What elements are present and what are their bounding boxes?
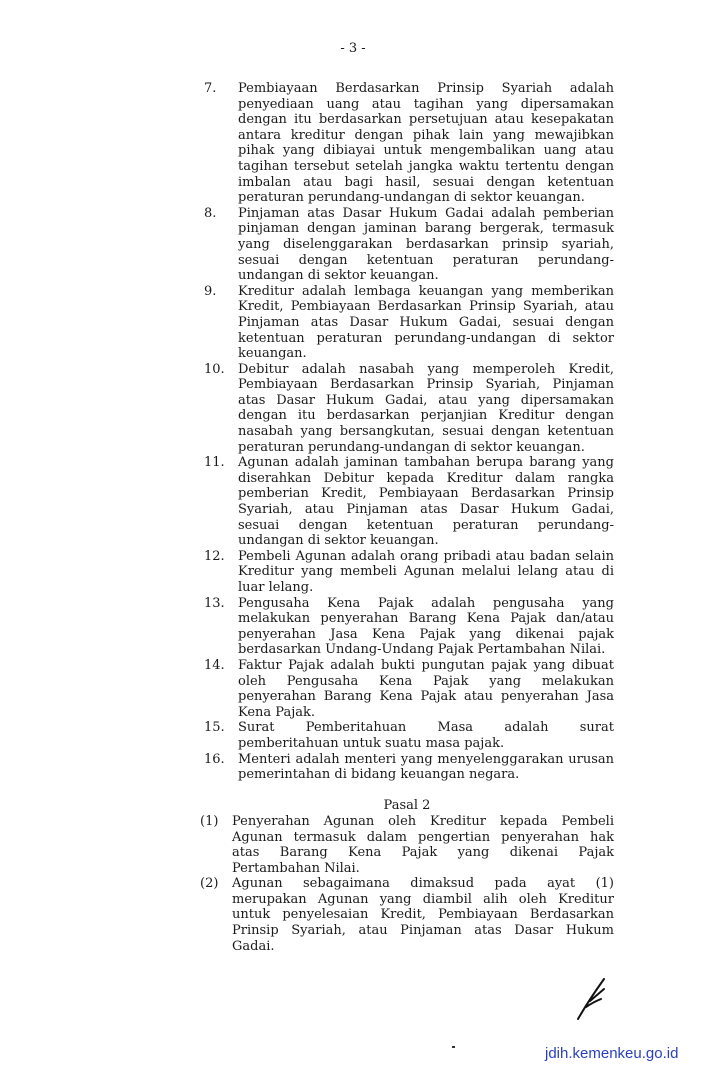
text-line: ketentuan peraturan perundang-undangan di sektor	[238, 330, 614, 346]
text-line: oleh Pengusaha Kena Pajak yang melakukan	[238, 673, 614, 689]
text-line: Pinjaman atas Dasar Hukum Gadai, sesuai dengan	[238, 314, 614, 330]
text-line: sesuai dengan ketentuan peraturan perundang-	[238, 252, 614, 268]
definition-item	[200, 549, 614, 596]
scan-speck	[452, 1046, 455, 1048]
item-number: 14.	[204, 657, 225, 673]
text-line: sesuai dengan ketentuan peraturan perundang-	[238, 517, 614, 533]
text-line: Kredit, Pembiayaan Berdasarkan Prinsip Syariah, atau	[238, 299, 614, 315]
definition-item	[200, 596, 614, 658]
definition-item	[200, 284, 614, 362]
text-line: untuk penyelesaian Kredit, Pembiayaan Berdasarkan	[232, 907, 614, 923]
text-line: Pertambahan Nilai.	[232, 860, 360, 876]
pasal-heading: Pasal 2	[383, 798, 431, 814]
text-line: pemberian Kredit, Pembiayaan Berdasarkan Prinsip	[238, 486, 614, 502]
text-line: merupakan Agunan yang diambil alih oleh Kreditur	[232, 891, 614, 907]
item-number: 12.	[204, 548, 225, 564]
text-line: berdasarkan Undang-Undang Pajak Pertambahan Nilai.	[238, 642, 606, 658]
text-line: tagihan tersebut setelah jangka waktu tertentu dengan	[238, 158, 614, 174]
text-line: dengan itu berdasarkan persetujuan atau kesepakatan	[238, 112, 614, 128]
text-line: dengan itu berdasarkan perjanjian Kreditur dengan	[238, 408, 614, 424]
page-number: - 3 -	[340, 41, 366, 56]
text-line: penyediaan uang atau tagihan yang dipersamakan	[238, 96, 614, 112]
item-number: 13.	[204, 595, 225, 611]
text-line: atas Dasar Hukum Gadai, atau yang dipersamakan	[238, 392, 614, 408]
text-line: Surat Pemberitahuan Masa adalah surat	[238, 720, 614, 736]
definitions-list	[200, 81, 614, 783]
text-line: Kreditur adalah lembaga keuangan yang memberikan	[238, 283, 614, 299]
text-line: Penyerahan Agunan oleh Kreditur kepada Pembeli	[232, 813, 614, 829]
definition-item	[200, 206, 614, 284]
definition-item	[200, 658, 614, 720]
text-line: Kreditur yang membeli Agunan melalui lelang atau di	[238, 564, 614, 580]
text-line: Agunan adalah jaminan tambahan berupa barang yang	[238, 455, 614, 471]
text-line: pemerintahan di bidang keuangan negara.	[238, 767, 520, 783]
initial-signature	[574, 975, 614, 1021]
definition-item	[200, 752, 614, 783]
text-line: Syariah, atau Pinjaman atas Dasar Hukum Gadai,	[238, 502, 614, 518]
text-line: penyerahan Jasa Kena Pajak yang dikenai pajak	[238, 626, 614, 642]
text-line: atas Barang Kena Pajak yang dikenai Pajak	[232, 845, 614, 861]
item-number: (2)	[200, 876, 219, 892]
text-line: Kena Pajak.	[238, 704, 316, 720]
text-line: Pembeli Agunan adalah orang pribadi atau badan selain	[238, 548, 614, 564]
item-number: 15.	[204, 720, 225, 736]
text-line: penyerahan Barang Kena Pajak atau penyerahan Jasa	[238, 689, 614, 705]
text-line: Pinjaman atas Dasar Hukum Gadai adalah pemberian	[238, 205, 614, 221]
text-line: imbalan atau bagi hasil, sesuai dengan ketentuan	[238, 174, 614, 190]
definition-item	[200, 81, 614, 206]
text-line: Prinsip Syariah, atau Pinjaman atas Dasar Hukum	[232, 923, 614, 939]
document-body	[200, 81, 614, 954]
item-number: 7.	[204, 81, 217, 96]
text-line: peraturan perundang-undangan di sektor keuangan.	[238, 439, 585, 455]
text-line: Menteri adalah menteri yang menyelenggarakan urusan	[238, 751, 614, 767]
text-line: pemberitahuan untuk suatu masa pajak.	[238, 735, 505, 751]
definition-item	[200, 455, 614, 549]
definition-item	[200, 720, 614, 751]
text-line: Faktur Pajak adalah bukti pungutan pajak yang dibuat	[238, 657, 614, 673]
text-line: Pembiayaan Berdasarkan Prinsip Syariah adalah	[238, 81, 614, 96]
text-line: nasabah yang bersangkutan, sesuai dengan ketentuan	[238, 424, 614, 440]
text-line: diserahkan Debitur kepada Kreditur dalam rangka	[238, 470, 614, 486]
text-line: undangan di sektor keuangan.	[238, 268, 439, 284]
text-line: Debitur adalah nasabah yang memperoleh Kredit,	[238, 361, 614, 377]
ayat-item	[200, 876, 614, 954]
text-line: peraturan perundang-undangan di sektor keuangan.	[238, 190, 585, 206]
ayat-list	[200, 814, 614, 954]
source-watermark-link[interactable]: jdih.kemenkeu.go.id	[545, 1045, 679, 1062]
text-line: pinjaman dengan jaminan barang bergerak, termasuk	[238, 221, 614, 237]
text-line: yang diselenggarakan berdasarkan prinsip syariah,	[238, 236, 614, 252]
text-line: keuangan.	[238, 346, 307, 362]
item-number: 11.	[204, 455, 225, 471]
item-number: 16.	[204, 751, 225, 767]
text-line: Agunan termasuk dalam pengertian penyerahan hak	[232, 829, 614, 845]
item-number: (1)	[200, 813, 219, 829]
text-line: Pembiayaan Berdasarkan Prinsip Syariah, Pinjaman	[238, 377, 614, 393]
item-number: 10.	[204, 361, 225, 377]
text-line: pihak yang dibiayai untuk mengembalikan uang atau	[238, 143, 614, 159]
item-number: 8.	[204, 205, 217, 221]
text-line: luar lelang.	[238, 580, 314, 595]
text-line: Gadai.	[232, 938, 275, 954]
definition-item	[200, 362, 614, 456]
ayat-item	[200, 814, 614, 876]
text-line: Pengusaha Kena Pajak adalah pengusaha yang	[238, 595, 614, 611]
text-line: antara kreditur dengan pihak lain yang mewajibkan	[238, 127, 614, 143]
text-line: melakukan penyerahan Barang Kena Pajak dan/atau	[238, 611, 614, 627]
text-line: undangan di sektor keuangan.	[238, 533, 439, 549]
item-number: 9.	[204, 283, 217, 299]
text-line: Agunan sebagaimana dimaksud pada ayat (1)	[232, 876, 614, 892]
